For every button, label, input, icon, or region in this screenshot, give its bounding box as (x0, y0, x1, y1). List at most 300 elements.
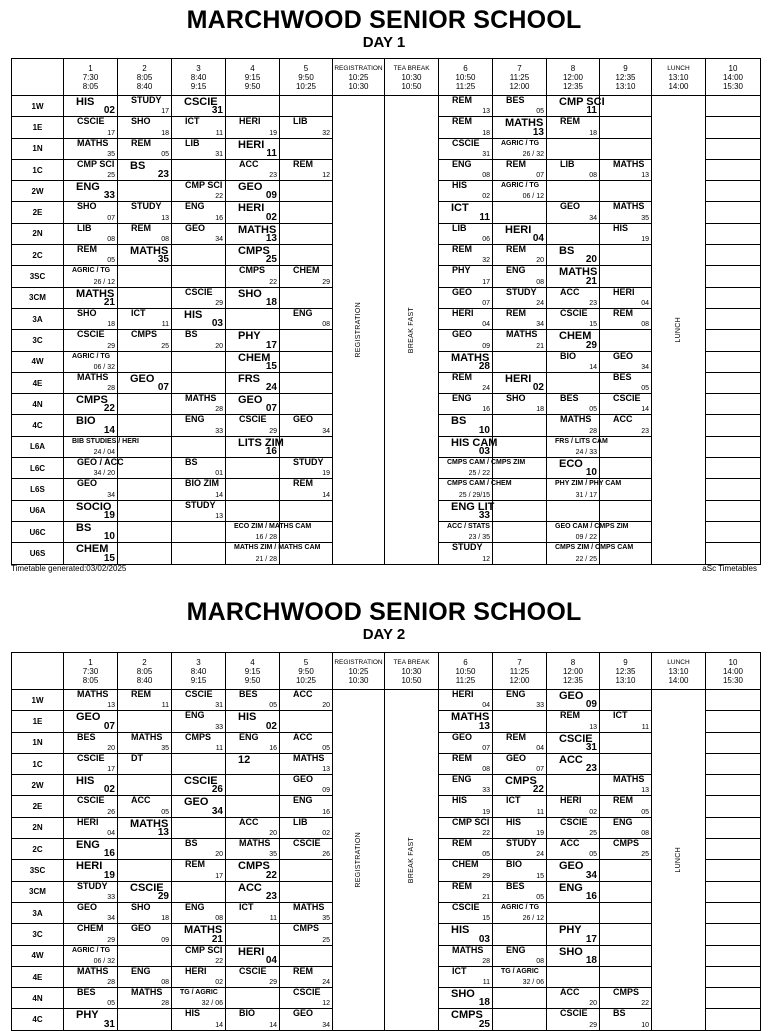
subject-label: CMP SCI (185, 180, 223, 191)
room-number: 11 (269, 915, 277, 923)
period-header (118, 653, 172, 690)
day-2-label: DAY 2 (362, 626, 406, 643)
lesson-cell (547, 372, 600, 393)
lesson-cell (226, 138, 280, 159)
period-end: 9:50 (244, 81, 261, 91)
lesson-cell (280, 732, 333, 753)
lesson-cell (493, 245, 547, 266)
lesson-cell (493, 817, 547, 838)
room-number: 29 (589, 1021, 597, 1029)
lesson-cell (600, 223, 652, 244)
room-number: 26 / 12 (93, 278, 115, 286)
subject-label: MATHS (184, 924, 223, 937)
lesson-cell (280, 924, 333, 945)
lesson-cell (547, 287, 600, 308)
lesson-cell (118, 202, 172, 223)
subject-label: ACC (238, 881, 262, 894)
lesson-cell (439, 415, 493, 436)
period-start: 9:50 (298, 666, 314, 676)
subject-label: MATHS (185, 393, 217, 404)
period-10-cell (706, 1009, 761, 1030)
lesson-cell (118, 245, 172, 266)
subject-label: FRS / LITS CAM (555, 437, 608, 445)
lesson-cell (439, 732, 493, 753)
lesson-cell (226, 330, 280, 351)
subject-label: CSCIE (185, 689, 213, 699)
lesson-cell (600, 330, 652, 351)
subject-label: HIS (452, 795, 468, 806)
subject-label: HIS (76, 96, 95, 108)
period-end: 9:50 (244, 675, 261, 685)
subject-label: ICT (239, 901, 254, 912)
lesson-cell (64, 223, 118, 244)
lesson-cell (118, 287, 172, 308)
lesson-cell (280, 245, 333, 266)
lesson-cell (64, 457, 124, 479)
room-number: 01 (215, 470, 223, 478)
lesson-cell (172, 330, 226, 351)
room-number: 31 / 17 (575, 491, 597, 499)
lesson-cell (226, 117, 280, 138)
room-number: 23 (269, 172, 277, 180)
period-number: LUNCH (667, 658, 690, 666)
room-number: 20 (589, 1000, 597, 1008)
period-end: 10:30 (348, 675, 369, 685)
room-number: 09 / 22 (575, 534, 597, 542)
period-start: 10:50 (455, 666, 476, 676)
room-number: 33 (478, 509, 490, 521)
subject-label: ENG (185, 710, 205, 721)
lesson-cell (280, 945, 333, 966)
lesson-cell (64, 988, 118, 1009)
subject-label: MATHS (451, 711, 490, 724)
lesson-cell (280, 860, 333, 881)
lesson-cell (280, 372, 333, 393)
break-column (385, 96, 439, 565)
subject-label: LIB (77, 222, 92, 233)
period-start: 11:25 (509, 72, 530, 82)
lesson-cell (118, 308, 172, 329)
period-header (439, 59, 493, 96)
room-number: 33 (215, 723, 223, 731)
lesson-cell (439, 881, 493, 902)
room-number: 11 (215, 129, 223, 137)
subject-label: REM (77, 244, 97, 255)
generator-credit: aSc Timetables (702, 564, 757, 573)
room-number: 25 (641, 851, 649, 859)
room-number: 34 (536, 321, 544, 329)
lesson-cell (172, 138, 226, 159)
room-number: 05 (107, 1000, 115, 1008)
room-number: 15 (265, 360, 277, 372)
subject-label: HERI (238, 945, 265, 958)
subject-label: 12 (238, 753, 251, 766)
lesson-cell (600, 711, 652, 732)
period-number: 10 (728, 63, 738, 73)
room-number: 08 (641, 830, 649, 838)
class-name: 1E (12, 711, 64, 732)
subject-label: GEO (130, 372, 155, 385)
subject-label: CSCIE (185, 286, 213, 297)
lesson-cell (547, 924, 600, 945)
period-header (280, 653, 333, 690)
lunch-label: LUNCH (675, 316, 682, 343)
room-number: 11 (161, 321, 169, 329)
period-number: 5 (303, 657, 309, 667)
lesson-cell (600, 117, 652, 138)
room-number: 16 (269, 744, 277, 752)
room-number: 11 (641, 723, 649, 731)
lesson-cell (493, 543, 547, 564)
lesson-cell (493, 924, 547, 945)
subject-label: AGRIC / TG (72, 352, 111, 360)
lesson-cell (118, 223, 172, 244)
subject-label: ENG (559, 881, 583, 894)
room-number: 17 (265, 339, 277, 351)
lesson-cell (547, 839, 600, 860)
room-number: 33 (536, 702, 544, 710)
lesson-cell (118, 521, 172, 542)
room-number: 31 (103, 1018, 115, 1030)
lesson-cell (118, 1009, 172, 1030)
generated-date: Timetable generated:03/02/2025 (11, 564, 127, 573)
period-10-cell (706, 753, 761, 774)
subject-label: CSCIE (239, 965, 267, 976)
subject-label: GEO (293, 414, 314, 425)
room-number: 19 (103, 869, 115, 881)
lesson-cell (172, 711, 226, 732)
subject-label: SHO (77, 201, 97, 212)
lesson-cell (226, 839, 280, 860)
room-number: 02 (482, 193, 490, 201)
lesson-cell (493, 96, 547, 117)
subject-label: AGRIC / TG (72, 267, 111, 275)
registration-label: REGISTRATION (355, 832, 362, 888)
room-number: 28 (482, 957, 490, 965)
room-number: 22 / 25 (575, 555, 597, 563)
subject-label: STUDY (185, 499, 216, 510)
lesson-cell (280, 902, 333, 923)
room-number: 08 (322, 321, 330, 329)
subject-label: CSCIE (239, 414, 267, 425)
period-10-cell (706, 902, 761, 923)
subject-label: CSCIE (77, 795, 105, 806)
room-number: 31 (215, 702, 223, 710)
period-start: 12:35 (615, 666, 636, 676)
subject-label: REM (452, 880, 472, 891)
lesson-cell (226, 966, 280, 987)
lesson-cell (226, 308, 280, 329)
subject-label: AGRIC / TG (72, 946, 111, 954)
period-end: 13:10 (615, 81, 636, 91)
lesson-cell (439, 543, 493, 564)
period-header (226, 653, 280, 690)
lesson-cell (280, 181, 333, 202)
period-10-cell (706, 732, 761, 753)
lesson-cell (64, 543, 118, 564)
period-header (493, 59, 547, 96)
subject-label: SHO (77, 307, 97, 318)
period-10-cell (706, 521, 761, 542)
room-number: 19 (482, 808, 490, 816)
subject-label: REM (452, 95, 472, 105)
lesson-cell (64, 436, 139, 457)
room-number: 11 (266, 147, 277, 159)
lesson-cell (600, 902, 652, 923)
room-number: 08 (536, 278, 544, 286)
room-number: 09 (161, 936, 169, 944)
subject-label: CHEM (293, 265, 320, 276)
subject-label: GEO (293, 1008, 314, 1019)
room-number: 26 / 32 (522, 150, 544, 158)
room-number: 18 (161, 915, 169, 923)
subject-label: BS (185, 329, 198, 340)
period-start: 14:00 (722, 666, 744, 676)
lesson-cell (118, 924, 172, 945)
lesson-cell (493, 372, 547, 393)
lesson-cell (226, 372, 280, 393)
subject-label: HERI (505, 372, 532, 385)
subject-label: CMPS (131, 329, 158, 340)
room-number: 09 (265, 190, 277, 202)
class-name: 1C (12, 753, 64, 774)
day-1-label: DAY 1 (362, 34, 406, 51)
room-number: 35 (157, 254, 169, 266)
lesson-cell (600, 458, 652, 479)
period-number: 1 (88, 63, 93, 73)
room-number: 12 (322, 1000, 330, 1008)
room-number: 13 (641, 172, 649, 180)
period-end: 9:15 (190, 81, 207, 91)
room-number: 07 (103, 720, 115, 732)
period-end: 11:25 (455, 675, 476, 685)
subject-label: REM (506, 731, 526, 742)
lesson-cell (64, 732, 118, 753)
lesson-cell (172, 415, 226, 436)
lesson-cell (64, 839, 118, 860)
room-number: 07 (482, 744, 490, 752)
lesson-cell (439, 860, 493, 881)
lesson-cell (439, 287, 493, 308)
room-number: 04 (482, 702, 490, 710)
lesson-cell (600, 945, 652, 966)
class-name: 2W (12, 181, 64, 202)
lesson-cell (64, 415, 118, 436)
lesson-cell (64, 881, 118, 902)
lesson-cell (493, 1009, 547, 1030)
period-end: 10:50 (401, 675, 422, 685)
room-number: 04 (536, 744, 544, 752)
room-number: 29 (107, 936, 115, 944)
lesson-cell (600, 500, 652, 521)
subject-label: CMPS CAM / CHEM (447, 480, 512, 488)
lesson-cell (547, 945, 600, 966)
subject-label: PHY (559, 924, 582, 937)
subject-label: REM (452, 838, 472, 849)
period-header (385, 59, 439, 96)
period-header (333, 59, 385, 96)
lesson-cell (172, 690, 226, 711)
lesson-cell (439, 372, 493, 393)
subject-label: MATHS (613, 201, 645, 212)
subject-label: LITS ZIM (238, 436, 284, 449)
subject-label: ENG (185, 414, 205, 425)
subject-label: CSCIE (452, 137, 480, 148)
lesson-cell (64, 945, 118, 966)
period-10-cell (706, 711, 761, 732)
room-number: 29 (215, 299, 223, 307)
lesson-cell (493, 775, 547, 796)
lesson-cell (64, 860, 118, 881)
lesson-cell (280, 223, 333, 244)
period-10-cell (706, 924, 761, 945)
lesson-cell (439, 775, 493, 796)
subject-label: CSCIE (613, 393, 641, 404)
lesson-cell (600, 881, 652, 902)
lesson-cell (64, 351, 118, 372)
room-number: 05 (589, 851, 597, 859)
room-number: 29 (322, 278, 330, 286)
room-number: 10 (103, 531, 115, 543)
room-number: 24 (265, 382, 277, 394)
lesson-cell (493, 394, 547, 415)
lesson-cell (600, 287, 652, 308)
room-number: 16 (322, 808, 330, 816)
subject-label: HIS (506, 816, 522, 827)
subject-label: ENG (76, 181, 100, 194)
subject-label: CSCIE (559, 732, 593, 745)
lesson-cell (226, 945, 280, 966)
lesson-cell (493, 753, 547, 774)
room-number: 08 (641, 321, 649, 329)
room-number: 18 (478, 997, 490, 1009)
room-number: 04 (107, 830, 115, 838)
room-number: 29 (157, 890, 169, 902)
period-number: LUNCH (667, 64, 690, 72)
subject-label: GEO (293, 774, 314, 785)
subject-label: CSCIE (130, 881, 164, 894)
subject-label: LIB (185, 137, 200, 148)
subject-label: HERI (239, 116, 261, 127)
room-number: 10 (478, 424, 490, 436)
lesson-cell (600, 308, 652, 329)
period-start: 8:40 (190, 72, 207, 82)
lesson-cell (172, 351, 226, 372)
lesson-cell (172, 287, 226, 308)
room-number: 33 (103, 190, 115, 202)
room-number: 02 (103, 105, 115, 117)
room-number: 11 (161, 702, 169, 710)
subject-label: MATHS (77, 965, 109, 976)
room-number: 13 (322, 766, 330, 774)
subject-label: ACC (131, 795, 151, 806)
period-number: REGISTRATION (334, 658, 383, 666)
lesson-cell (493, 308, 547, 329)
subject-label: GEO CAM / CMPS ZIM (555, 522, 629, 530)
room-number: 13 (157, 827, 169, 839)
room-number: 25 (107, 172, 115, 180)
lesson-cell (600, 266, 652, 287)
class-row (12, 96, 761, 117)
room-number: 08 (107, 236, 115, 244)
room-number: 26 / 12 (522, 915, 544, 923)
subject-label: SHO (451, 988, 475, 1001)
room-number: 21 (585, 275, 597, 287)
room-number: 25 (322, 936, 330, 944)
period-number: TEA BREAK (393, 64, 430, 72)
room-number: 13 (482, 108, 490, 116)
subject-label: CHEM (452, 859, 479, 870)
class-name: 4E (12, 966, 64, 987)
lesson-cell (493, 966, 547, 987)
subject-label: HERI (76, 860, 103, 873)
subject-label: REM (452, 371, 472, 382)
lesson-cell (64, 96, 118, 117)
room-number: 23 (589, 299, 597, 307)
period-10-cell (706, 796, 761, 817)
period-10-cell (706, 839, 761, 860)
lesson-cell (547, 181, 600, 202)
period-end: 8:40 (136, 81, 153, 91)
period-header (547, 653, 600, 690)
subject-label: REM (613, 795, 633, 806)
room-number: 12 (482, 555, 490, 563)
subject-label: REM (560, 710, 580, 721)
subject-label: STUDY (506, 286, 537, 297)
class-name: 1W (12, 96, 64, 117)
lesson-cell (547, 902, 600, 923)
lesson-cell (226, 732, 280, 753)
lesson-cell (226, 796, 280, 817)
room-number: 29 (269, 427, 277, 435)
room-number: 16 / 28 (255, 534, 277, 542)
class-name: 2W (12, 775, 64, 796)
period-header (652, 59, 706, 96)
lesson-cell (600, 181, 652, 202)
room-number: 16 (215, 214, 223, 222)
lesson-cell (439, 711, 493, 732)
lesson-cell (172, 245, 226, 266)
subject-label: CMPS (613, 987, 640, 998)
lesson-cell (118, 796, 172, 817)
room-number: 23 (641, 427, 649, 435)
lesson-cell (280, 966, 333, 987)
period-number: 3 (196, 63, 201, 73)
lesson-cell (118, 902, 172, 923)
room-number: 15 (589, 321, 597, 329)
room-number: 29 (482, 872, 490, 880)
room-number: 34 (322, 427, 330, 435)
period-10-cell (706, 543, 761, 564)
subject-label: HERI (452, 307, 474, 318)
lesson-cell (547, 415, 600, 436)
subject-label: GEO (77, 901, 98, 912)
lesson-cell (118, 479, 172, 500)
lesson-cell (226, 181, 280, 202)
subject-label: ACC / STATS (447, 522, 490, 530)
lesson-cell (64, 117, 118, 138)
period-header (280, 59, 333, 96)
period-number: REGISTRATION (334, 64, 383, 72)
subject-label: ENG (506, 265, 526, 276)
subject-label: CSCIE (77, 752, 105, 763)
room-number: 25 / 29/15 (458, 491, 490, 499)
period-10-cell (706, 223, 761, 244)
lesson-cell (280, 394, 333, 415)
subject-label: REM (185, 859, 205, 870)
subject-label: BS (185, 838, 198, 849)
lesson-cell (600, 372, 652, 393)
